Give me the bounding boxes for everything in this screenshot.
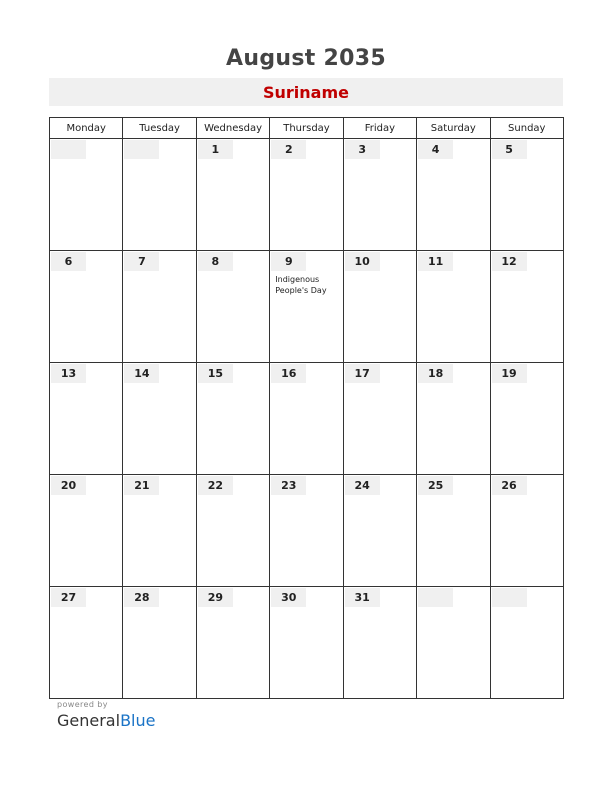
day-cell bbox=[123, 587, 196, 699]
day-cell bbox=[417, 139, 490, 251]
day-number: 25 bbox=[418, 476, 453, 495]
day-cell bbox=[50, 251, 123, 363]
weekday-friday: Friday bbox=[343, 118, 416, 139]
day-cell bbox=[270, 363, 343, 475]
day-cell bbox=[490, 363, 563, 475]
generalblue-logo bbox=[57, 711, 155, 730]
weekday-saturday: Saturday bbox=[417, 118, 490, 139]
week-row bbox=[50, 587, 564, 699]
day-number: 31 bbox=[345, 588, 380, 607]
day-number: 8 bbox=[198, 252, 233, 271]
day-number: 4 bbox=[418, 140, 453, 159]
day-number: 26 bbox=[492, 476, 527, 495]
day-number: 21 bbox=[124, 476, 159, 495]
day-cell bbox=[270, 587, 343, 699]
day-cell bbox=[417, 475, 490, 587]
day-number: 14 bbox=[124, 364, 159, 383]
brand-general: General bbox=[57, 711, 121, 730]
day-cell bbox=[50, 587, 123, 699]
day-number: 29 bbox=[198, 588, 233, 607]
day-cell bbox=[50, 363, 123, 475]
brand-blue: Blue bbox=[120, 711, 156, 730]
empty-day-marker bbox=[492, 588, 527, 607]
day-number: 13 bbox=[51, 364, 86, 383]
day-number: 10 bbox=[345, 252, 380, 271]
day-number: 18 bbox=[418, 364, 453, 383]
day-cell bbox=[50, 475, 123, 587]
week-row bbox=[50, 139, 564, 251]
weekday-thursday: Thursday bbox=[270, 118, 343, 139]
day-cell bbox=[196, 139, 269, 251]
day-number: 12 bbox=[492, 252, 527, 271]
day-cell bbox=[343, 363, 416, 475]
day-cell bbox=[270, 251, 343, 363]
week-row bbox=[50, 475, 564, 587]
day-cell bbox=[490, 251, 563, 363]
day-cell bbox=[343, 587, 416, 699]
empty-day-marker bbox=[124, 140, 159, 159]
day-number: 23 bbox=[271, 476, 306, 495]
day-cell bbox=[417, 587, 490, 699]
day-cell bbox=[490, 475, 563, 587]
day-number: 20 bbox=[51, 476, 86, 495]
day-cell bbox=[123, 363, 196, 475]
weekday-monday: Monday bbox=[50, 118, 123, 139]
day-number: 27 bbox=[51, 588, 86, 607]
day-number: 2 bbox=[271, 140, 306, 159]
day-cell bbox=[343, 475, 416, 587]
calendar-body bbox=[50, 139, 564, 699]
powered-by-text: powered by bbox=[57, 700, 108, 709]
day-cell bbox=[123, 251, 196, 363]
holiday-label: Indigenous People's Day bbox=[275, 275, 327, 295]
day-cell bbox=[123, 139, 196, 251]
footer bbox=[57, 700, 155, 730]
day-number: 1 bbox=[198, 140, 233, 159]
day-number: 3 bbox=[345, 140, 380, 159]
day-cell bbox=[490, 587, 563, 699]
weekday-wednesday: Wednesday bbox=[196, 118, 269, 139]
day-number: 17 bbox=[345, 364, 380, 383]
day-number: 6 bbox=[51, 252, 86, 271]
calendar-title: August 2035 bbox=[226, 46, 386, 71]
day-number: 7 bbox=[124, 252, 159, 271]
day-cell bbox=[196, 587, 269, 699]
day-cell bbox=[270, 475, 343, 587]
day-cell bbox=[270, 139, 343, 251]
day-number: 22 bbox=[198, 476, 233, 495]
day-number: 15 bbox=[198, 364, 233, 383]
empty-day-marker bbox=[51, 140, 86, 159]
day-cell bbox=[343, 251, 416, 363]
weekday-sunday: Sunday bbox=[490, 118, 563, 139]
day-cell bbox=[196, 251, 269, 363]
day-cell bbox=[196, 363, 269, 475]
day-number: 19 bbox=[492, 364, 527, 383]
weekday-tuesday: Tuesday bbox=[123, 118, 196, 139]
country-banner bbox=[49, 78, 563, 106]
weekday-header-row bbox=[50, 118, 564, 139]
day-cell bbox=[417, 251, 490, 363]
week-row bbox=[50, 363, 564, 475]
day-number: 16 bbox=[271, 364, 306, 383]
day-cell bbox=[196, 475, 269, 587]
day-cell bbox=[417, 363, 490, 475]
day-number: 11 bbox=[418, 252, 453, 271]
day-cell bbox=[50, 139, 123, 251]
week-row bbox=[50, 251, 564, 363]
day-number: 24 bbox=[345, 476, 380, 495]
day-number: 5 bbox=[492, 140, 527, 159]
day-cell bbox=[123, 475, 196, 587]
day-number: 9 bbox=[271, 252, 306, 271]
day-cell bbox=[490, 139, 563, 251]
day-cell bbox=[343, 139, 416, 251]
calendar-grid bbox=[49, 117, 564, 699]
day-number: 28 bbox=[124, 588, 159, 607]
country-name: Suriname bbox=[263, 83, 349, 102]
day-number: 30 bbox=[271, 588, 306, 607]
empty-day-marker bbox=[418, 588, 453, 607]
